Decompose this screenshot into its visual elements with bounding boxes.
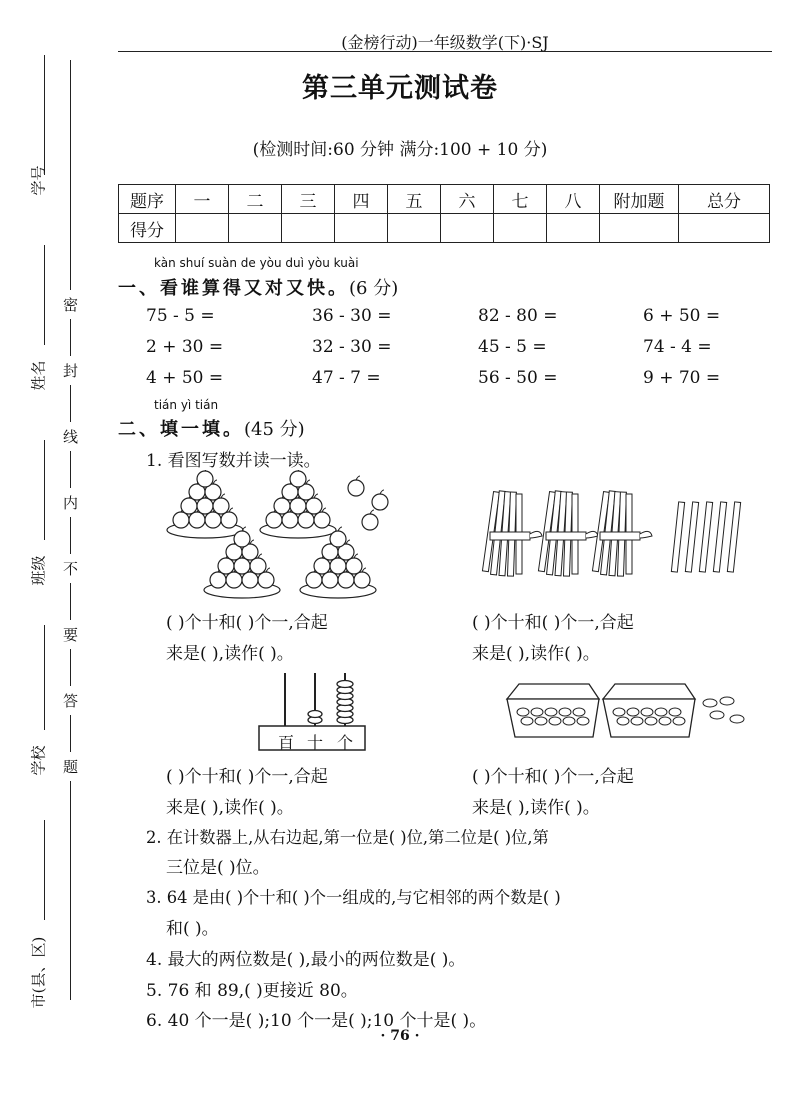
sidebar-line — [44, 625, 45, 730]
table-cell: 七 — [494, 185, 547, 214]
section1-heading — [118, 274, 398, 300]
score-input-cell[interactable] — [441, 214, 494, 243]
egg-cartons-illustration — [505, 675, 755, 745]
book-header: (金榜行动)一年级数学(下)·SJ — [341, 33, 549, 52]
loose-eggs — [703, 697, 744, 723]
question-1: 1. 看图写数并读一读。 — [146, 451, 321, 471]
calc-item: 2 + 30 = — [146, 337, 224, 357]
apple — [348, 476, 364, 496]
sidebar-line — [44, 820, 45, 920]
question-2[interactable]: 2. 在计数器上,从右边起,第一位是( )位,第二位是( )位,第 — [146, 828, 549, 847]
label-name: 姓名 — [29, 360, 48, 391]
fill-line-a[interactable]: ( )个十和( )个一,合起 — [166, 613, 328, 633]
stick-bundle — [592, 491, 652, 576]
sidebar-line — [44, 245, 45, 345]
label-city: 市(县、区) — [29, 936, 48, 1009]
abacus-label-hundreds: 百 — [278, 733, 295, 752]
score-table-score-row — [119, 214, 770, 243]
score-input-cell[interactable] — [494, 214, 547, 243]
question-5[interactable]: 5. 76 和 89,( )更接近 80。 — [146, 981, 358, 1001]
stick-bundles-illustration — [470, 490, 770, 585]
stick-bundle — [538, 491, 598, 576]
score-input-cell[interactable] — [229, 214, 282, 243]
seal-char: 不 — [63, 554, 78, 583]
fill-line-a[interactable]: ( )个十和( )个一,合起 — [472, 767, 634, 787]
fill-line-b[interactable]: 来是( ),读作( )。 — [166, 798, 294, 818]
fill-line-b[interactable]: 来是( ),读作( )。 — [166, 644, 294, 664]
apples-plates-illustration — [160, 470, 400, 600]
loose-sticks — [671, 502, 740, 572]
question-3[interactable]: 3. 64 是由( )个十和( )个一组成的,与它相邻的两个数是( ) — [146, 888, 561, 907]
calc-item: 56 - 50 = — [478, 368, 558, 388]
section1-score: (6 分) — [349, 278, 399, 299]
table-cell: 八 — [547, 185, 600, 214]
seal-char: 答 — [63, 686, 78, 715]
seal-char: 封 — [63, 356, 78, 385]
label-school: 学校 — [29, 745, 48, 776]
fill-line-a[interactable]: ( )个十和( )个一,合起 — [166, 767, 328, 787]
apple — [372, 490, 388, 510]
egg-carton — [603, 684, 695, 737]
section1-pinyin: kàn shuí suàn de yòu duì yòu kuài — [154, 256, 359, 270]
section1-title: 一、看谁算得又对又快。 — [118, 278, 349, 299]
score-input-cell[interactable] — [600, 214, 679, 243]
fill-line-a[interactable]: ( )个十和( )个一,合起 — [472, 613, 634, 633]
seal-char: 内 — [63, 488, 78, 517]
calc-item: 32 - 30 = — [312, 337, 392, 357]
score-input-cell[interactable] — [388, 214, 441, 243]
apple-pile — [167, 470, 243, 538]
egg-carton — [507, 684, 599, 737]
page-title: 第三单元测试卷 — [302, 73, 498, 104]
calc-item: 47 - 7 = — [312, 368, 381, 388]
table-cell: 一 — [176, 185, 229, 214]
table-cell: 二 — [229, 185, 282, 214]
question-2-cont[interactable]: 三位是( )位。 — [166, 858, 270, 878]
stick-bundle — [482, 491, 542, 576]
section2-score: (45 分) — [244, 419, 305, 440]
calc-item: 74 - 4 = — [643, 337, 712, 357]
table-cell: 得分 — [119, 214, 176, 243]
seal-line — [70, 60, 71, 1000]
question-6[interactable]: 6. 40 个一是( );10 个一是( );10 个十是( )。 — [146, 1011, 487, 1031]
calc-item: 4 + 50 = — [146, 368, 224, 388]
page-number: · 76 · — [380, 1028, 420, 1044]
table-cell: 五 — [388, 185, 441, 214]
calc-item: 6 + 50 = — [643, 306, 721, 326]
question-3-cont[interactable]: 和( )。 — [166, 919, 219, 939]
abacus-label-ones: 个 — [337, 733, 354, 752]
test-info: (检测时间:60 分钟 满分:100 + 10 分) — [252, 140, 548, 160]
fill-line-b[interactable]: 来是( ),读作( )。 — [472, 798, 600, 818]
section2-title: 二、填一填。 — [118, 419, 244, 440]
apple-pile — [260, 470, 336, 538]
sidebar-line — [44, 440, 45, 540]
abacus-label-tens: 十 — [307, 733, 324, 752]
score-table — [118, 184, 770, 243]
table-cell: 题序 — [119, 185, 176, 214]
label-class: 班级 — [29, 555, 48, 586]
table-cell: 总分 — [679, 185, 770, 214]
calc-item: 82 - 80 = — [478, 306, 558, 326]
score-input-cell[interactable] — [176, 214, 229, 243]
calc-item: 9 + 70 = — [643, 368, 721, 388]
score-table-header-row — [119, 185, 770, 214]
seal-char: 密 — [63, 290, 78, 319]
calc-item: 75 - 5 = — [146, 306, 215, 326]
score-input-cell[interactable] — [679, 214, 770, 243]
seal-char: 线 — [63, 422, 78, 451]
seal-char: 题 — [63, 752, 78, 781]
header-divider — [118, 51, 772, 52]
fill-line-b[interactable]: 来是( ),读作( )。 — [472, 644, 600, 664]
score-input-cell[interactable] — [547, 214, 600, 243]
table-cell: 三 — [282, 185, 335, 214]
question-4[interactable]: 4. 最大的两位数是( ),最小的两位数是( )。 — [146, 950, 466, 970]
table-cell: 附加题 — [600, 185, 679, 214]
table-cell: 六 — [441, 185, 494, 214]
section2-heading — [118, 415, 305, 441]
apple — [362, 510, 378, 530]
section2-pinyin: tián yì tián — [154, 398, 219, 412]
label-student-id: 学号 — [29, 165, 48, 196]
calc-item: 45 - 5 = — [478, 337, 547, 357]
calc-item: 36 - 30 = — [312, 306, 392, 326]
seal-char: 要 — [63, 620, 78, 649]
score-input-cell[interactable] — [335, 214, 388, 243]
score-input-cell[interactable] — [282, 214, 335, 243]
table-cell: 四 — [335, 185, 388, 214]
